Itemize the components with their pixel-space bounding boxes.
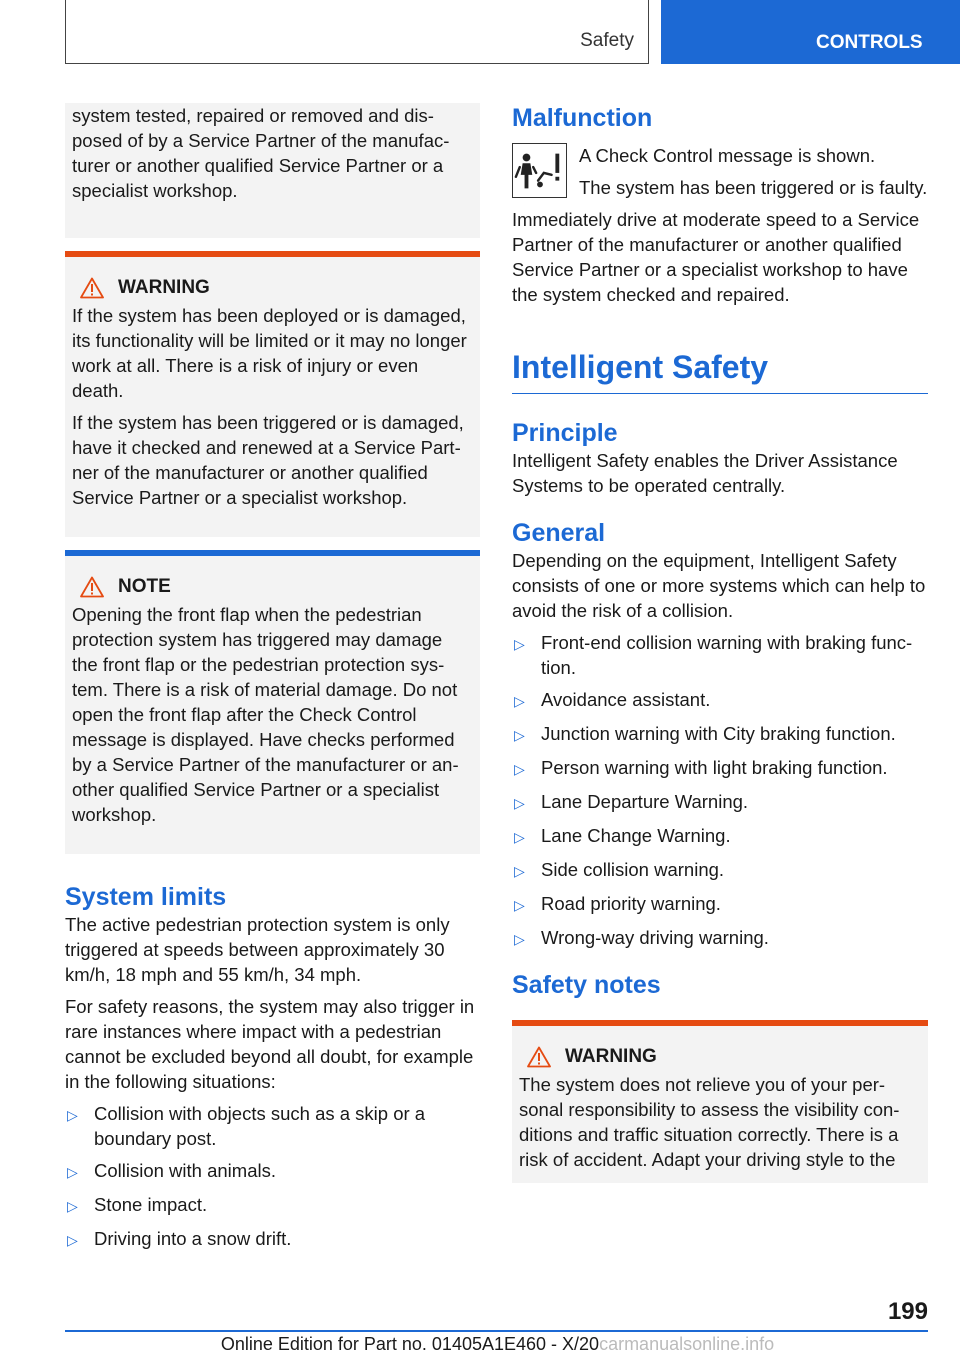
bullet-triangle-icon: ▷ — [514, 636, 525, 652]
bullet-triangle-icon: ▷ — [514, 795, 525, 811]
footer-watermark: carmanualsonline.info — [599, 1334, 775, 1354]
note-box — [65, 550, 480, 854]
system-limits-list — [65, 1101, 480, 1253]
bullet-triangle-icon: ▷ — [514, 931, 525, 947]
bullet-triangle-icon: ▷ — [67, 1164, 78, 1180]
system-limits-paragraph-2: For safety reasons, the system may also trigger in rare instances where impact with a pedestrian cannot be excluded beyond all doubt, for example in the following situations: — [65, 996, 475, 1092]
list-item: ▷ Collision with animals. — [65, 1158, 480, 1185]
safety-warning-label: WARNING — [565, 1046, 657, 1067]
malfunction-line-1: A Check Control message is shown. — [579, 145, 876, 166]
list-item: ▷ Stone impact. — [65, 1192, 480, 1219]
system-limits-section — [65, 882, 480, 1253]
warning-box — [65, 251, 480, 537]
list-item: ▷ Front-end collision warning with braking function. — [514, 632, 913, 678]
warning-label: WARNING — [118, 277, 210, 298]
system-limits-heading: System limits — [65, 883, 227, 911]
principle-paragraph: Intelligent Safety enables the Driver Assistance Systems to be operated centrally. — [512, 450, 898, 496]
footer-edition-text: Online Edition for Part no. 01405A1E460 - X/20 — [220, 1334, 600, 1354]
footer-edition — [0, 1334, 960, 1355]
footer-divider — [65, 1330, 928, 1332]
list-item: ▷ Collision with objects such as a skip or a boundary post. — [67, 1103, 426, 1149]
malfunction-icon-text — [579, 143, 927, 207]
bullet-triangle-icon: ▷ — [514, 829, 525, 845]
continued-paragraph: system tested, repaired or removed and disposed of by a Service Partner of the manufacturer or another qualified Service Partner or a specialist workshop. — [72, 105, 450, 201]
header-section-box — [65, 0, 649, 64]
bullet-triangle-icon: ▷ — [67, 1198, 78, 1214]
note-heading — [72, 576, 473, 598]
general-heading: General — [512, 519, 606, 547]
list-item: ▷ Side collision warning. — [512, 857, 928, 884]
malfunction-line-2: The system has been triggered or is faulty. — [579, 177, 928, 198]
header-chapter-title: CONTROLS — [816, 32, 923, 53]
pedestrian-protection-icon — [512, 143, 567, 198]
principle-heading: Principle — [512, 419, 618, 447]
note-paragraph: Opening the front flap when the pedestrian protection system has triggered may damage the front flap or the pedestrian protection system. There is a risk of material damage. Do not open the front flap after the Check Control message is displayed. Have checks performed by a Service Partner of the manufacturer or another qualified Service Partner or a specialist workshop. — [72, 604, 459, 825]
list-item: ▷ Person warning with light braking function. — [512, 755, 928, 782]
list-item: ▷ Lane Change Warning. — [512, 823, 928, 850]
warning-triangle-icon — [80, 277, 104, 299]
header-chapter-tab — [661, 0, 960, 64]
warning-heading — [72, 277, 473, 299]
continued-text-box — [65, 103, 480, 238]
safety-warning-heading — [519, 1046, 921, 1068]
warning-paragraph-1: If the system has been deployed or is damaged, its functionality will be limited or it may no longer work at all. There is a risk of injury or even death. — [72, 305, 467, 401]
intelligent-safety-list — [512, 630, 928, 952]
warning-triangle-icon — [80, 576, 104, 598]
malfunction-heading: Malfunction — [512, 104, 653, 132]
list-item: ▷ Avoidance assistant. — [512, 687, 928, 714]
system-limits-paragraph-1: The active pedestrian protection system is only triggered at speeds between approximately 30 km/h, 18 mph and 55 km/h, 34 mph. — [65, 914, 450, 985]
left-column — [65, 103, 480, 1260]
malfunction-paragraph: Immediately drive at moderate speed to a Service Partner of the manufacturer or another qualified Service Partner or a specialist workshop to have the system checked and repaired. — [512, 209, 920, 305]
list-item: ▷ Road priority warning. — [512, 891, 928, 918]
safety-notes-heading: Safety notes — [512, 971, 661, 999]
bullet-triangle-icon: ▷ — [514, 693, 525, 709]
warning-paragraph-2: If the system has been triggered or is damaged, have it checked and renewed at a Service Partner of the manufacturer or another qualified Service Partner or a specialist workshop. — [72, 412, 464, 508]
bullet-triangle-icon: ▷ — [514, 863, 525, 879]
list-item: ▷ Wrong-way driving warning. — [512, 925, 928, 952]
page-number: 199 — [887, 1298, 928, 1325]
general-paragraph: Depending on the equipment, Intelligent Safety consists of one or more systems which can help to avoid the risk of a collision. — [512, 550, 926, 621]
intelligent-safety-heading: Intelligent Safety — [512, 347, 928, 394]
list-item: ▷ Junction warning with City braking function. — [512, 721, 928, 748]
list-item: ▷ Lane Departure Warning. — [512, 789, 928, 816]
header-section-title: Safety — [580, 30, 634, 51]
malfunction-icon-row — [512, 143, 928, 207]
note-label: NOTE — [118, 576, 171, 597]
list-item: ▷ Driving into a snow drift. — [65, 1226, 480, 1253]
safety-warning-paragraph: The system does not relieve you of your personal responsibility to assess the visibility conditions and traffic situation correctly. There is a risk of accident. Adapt your driving style to the — [519, 1074, 900, 1170]
right-column — [512, 103, 928, 1183]
safety-warning-box — [512, 1020, 928, 1183]
bullet-triangle-icon: ▷ — [67, 1107, 78, 1123]
bullet-triangle-icon: ▷ — [514, 727, 525, 743]
warning-triangle-icon — [527, 1046, 551, 1068]
bullet-triangle-icon: ▷ — [514, 897, 525, 913]
bullet-triangle-icon: ▷ — [514, 761, 525, 777]
bullet-triangle-icon: ▷ — [67, 1232, 78, 1248]
